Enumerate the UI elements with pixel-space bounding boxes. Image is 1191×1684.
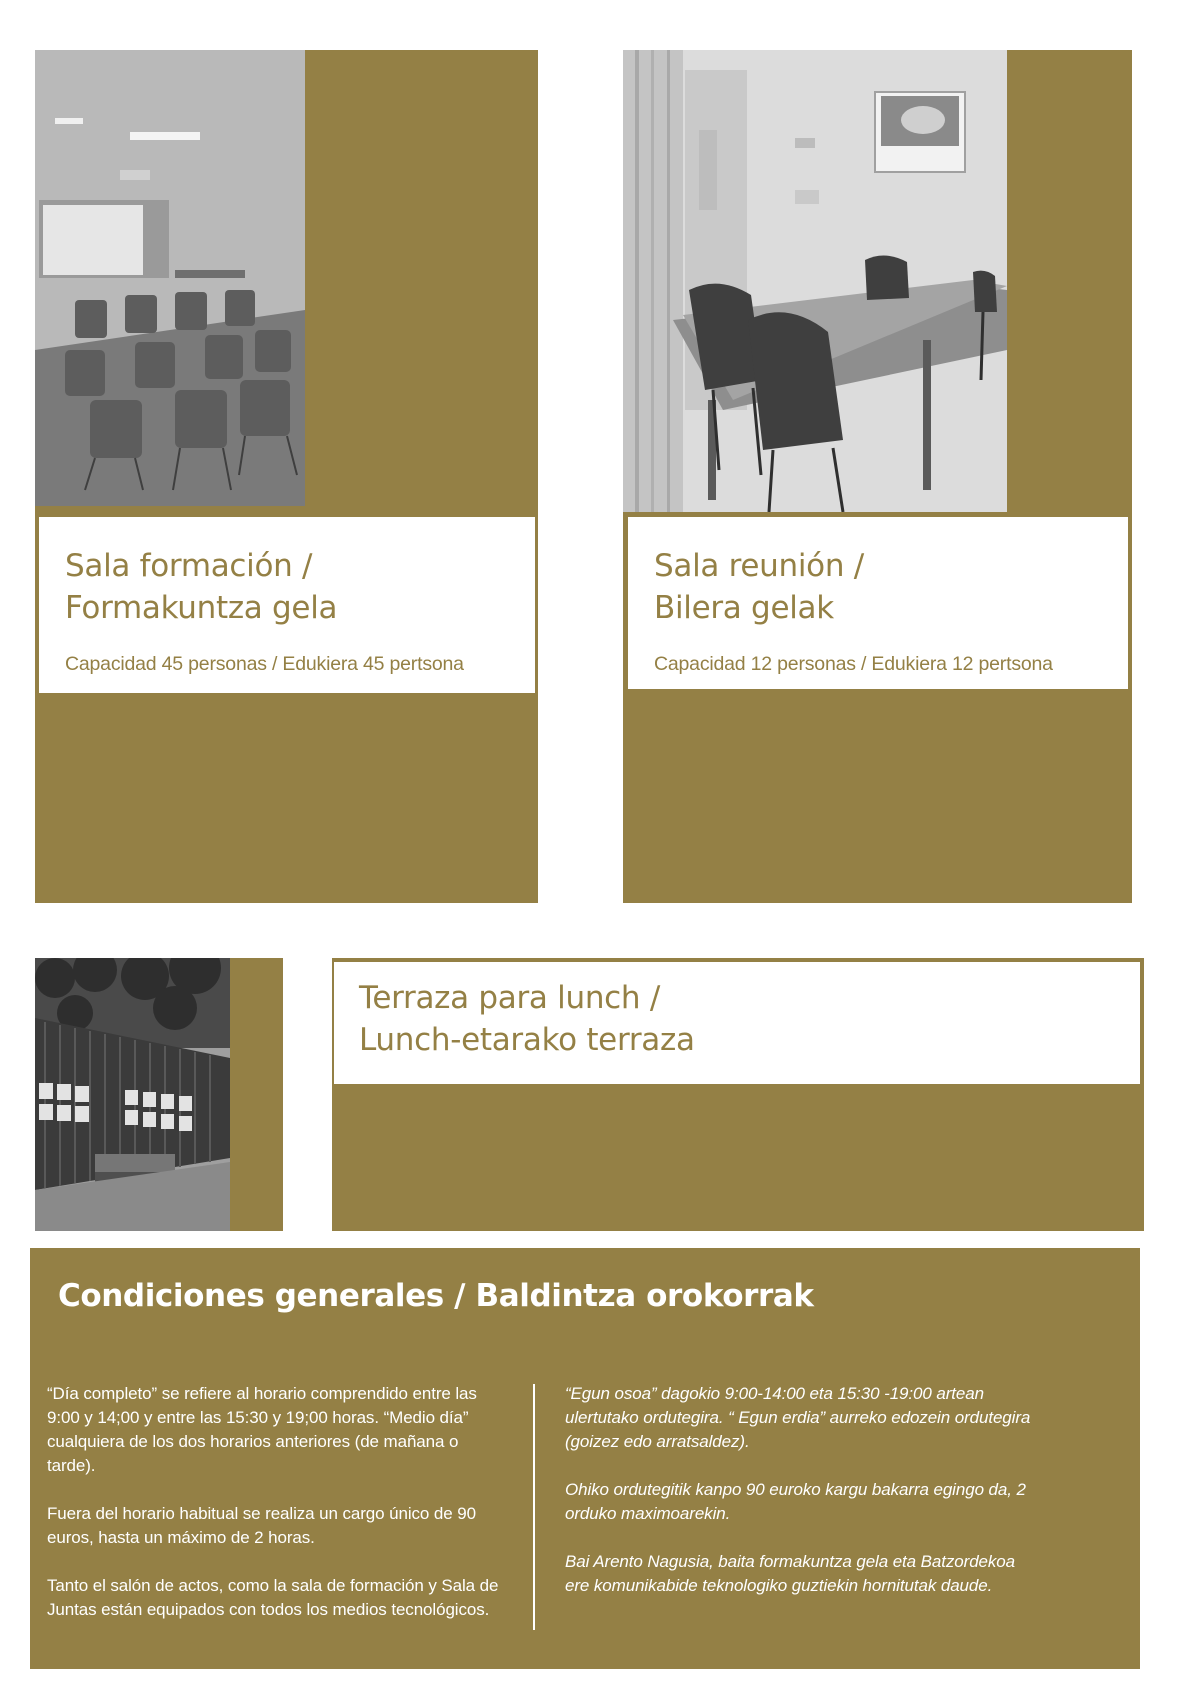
- room-title-es: Sala reunión /: [654, 548, 864, 584]
- column-divider: [533, 1384, 535, 1630]
- room-title-es: Terraza para lunch /: [359, 980, 660, 1016]
- room-info-card-training: [39, 517, 535, 693]
- room-title-eu: Bilera gelak: [654, 590, 834, 626]
- conditions-paragraph-eu-1: “Egun osoa” dagokio 9:00-14:00 eta 15:30 -19:00 artean ulertutako ordutegira. “ Egun erdia” aurreko edozein ordutegira (goizez edo arratsaldez).: [565, 1384, 1031, 1451]
- room-title-eu: Lunch-etarako terraza: [359, 1022, 695, 1058]
- conditions-paragraph-eu-2: Ohiko ordutegitik kanpo 90 euroko kargu bakarra egingo da, 2 orduko maximoarekin.: [565, 1480, 1026, 1523]
- terrace-photo: [35, 958, 230, 1231]
- room-info-card-meeting: [628, 517, 1128, 689]
- conditions-title: Condiciones generales / Baldintza orokorrak: [58, 1278, 814, 1314]
- conditions-column-eu: [565, 1382, 1035, 1622]
- meeting-room-photo: [623, 50, 1007, 512]
- conditions-column-es: [47, 1382, 507, 1646]
- conditions-paragraph-es-1: “Día completo” se refiere al horario comprendido entre las 9:00 y 14;00 y entre las 15:30 y 19;00 horas. “Medio día” cualquiera de los dos horarios anteriores (de mañana o tarde).: [47, 1384, 477, 1475]
- conditions-paragraph-es-3: Tanto el salón de actos, como la sala de formación y Sala de Juntas están equipados con todos los medios tecnológicos.: [47, 1576, 499, 1619]
- general-conditions-section: [30, 1248, 1140, 1669]
- room-title-eu: Formakuntza gela: [65, 590, 338, 626]
- conditions-paragraph-eu-3: Bai Arento Nagusia, baita formakuntza gela eta Batzordekoa ere komunikabide teknologiko guztiekin hornitutak daude.: [565, 1552, 1016, 1595]
- room-capacity: Capacidad 12 personas / Edukiera 12 pertsona: [654, 653, 1053, 675]
- conditions-paragraph-es-2: Fuera del horario habitual se realiza un cargo único de 90 euros, hasta un máximo de 2 horas.: [47, 1504, 476, 1547]
- room-title-es: Sala formación /: [65, 548, 313, 584]
- room-capacity: Capacidad 45 personas / Edukiera 45 pertsona: [65, 653, 464, 675]
- room-info-card-terrace: [334, 962, 1140, 1084]
- training-room-photo: [35, 50, 305, 506]
